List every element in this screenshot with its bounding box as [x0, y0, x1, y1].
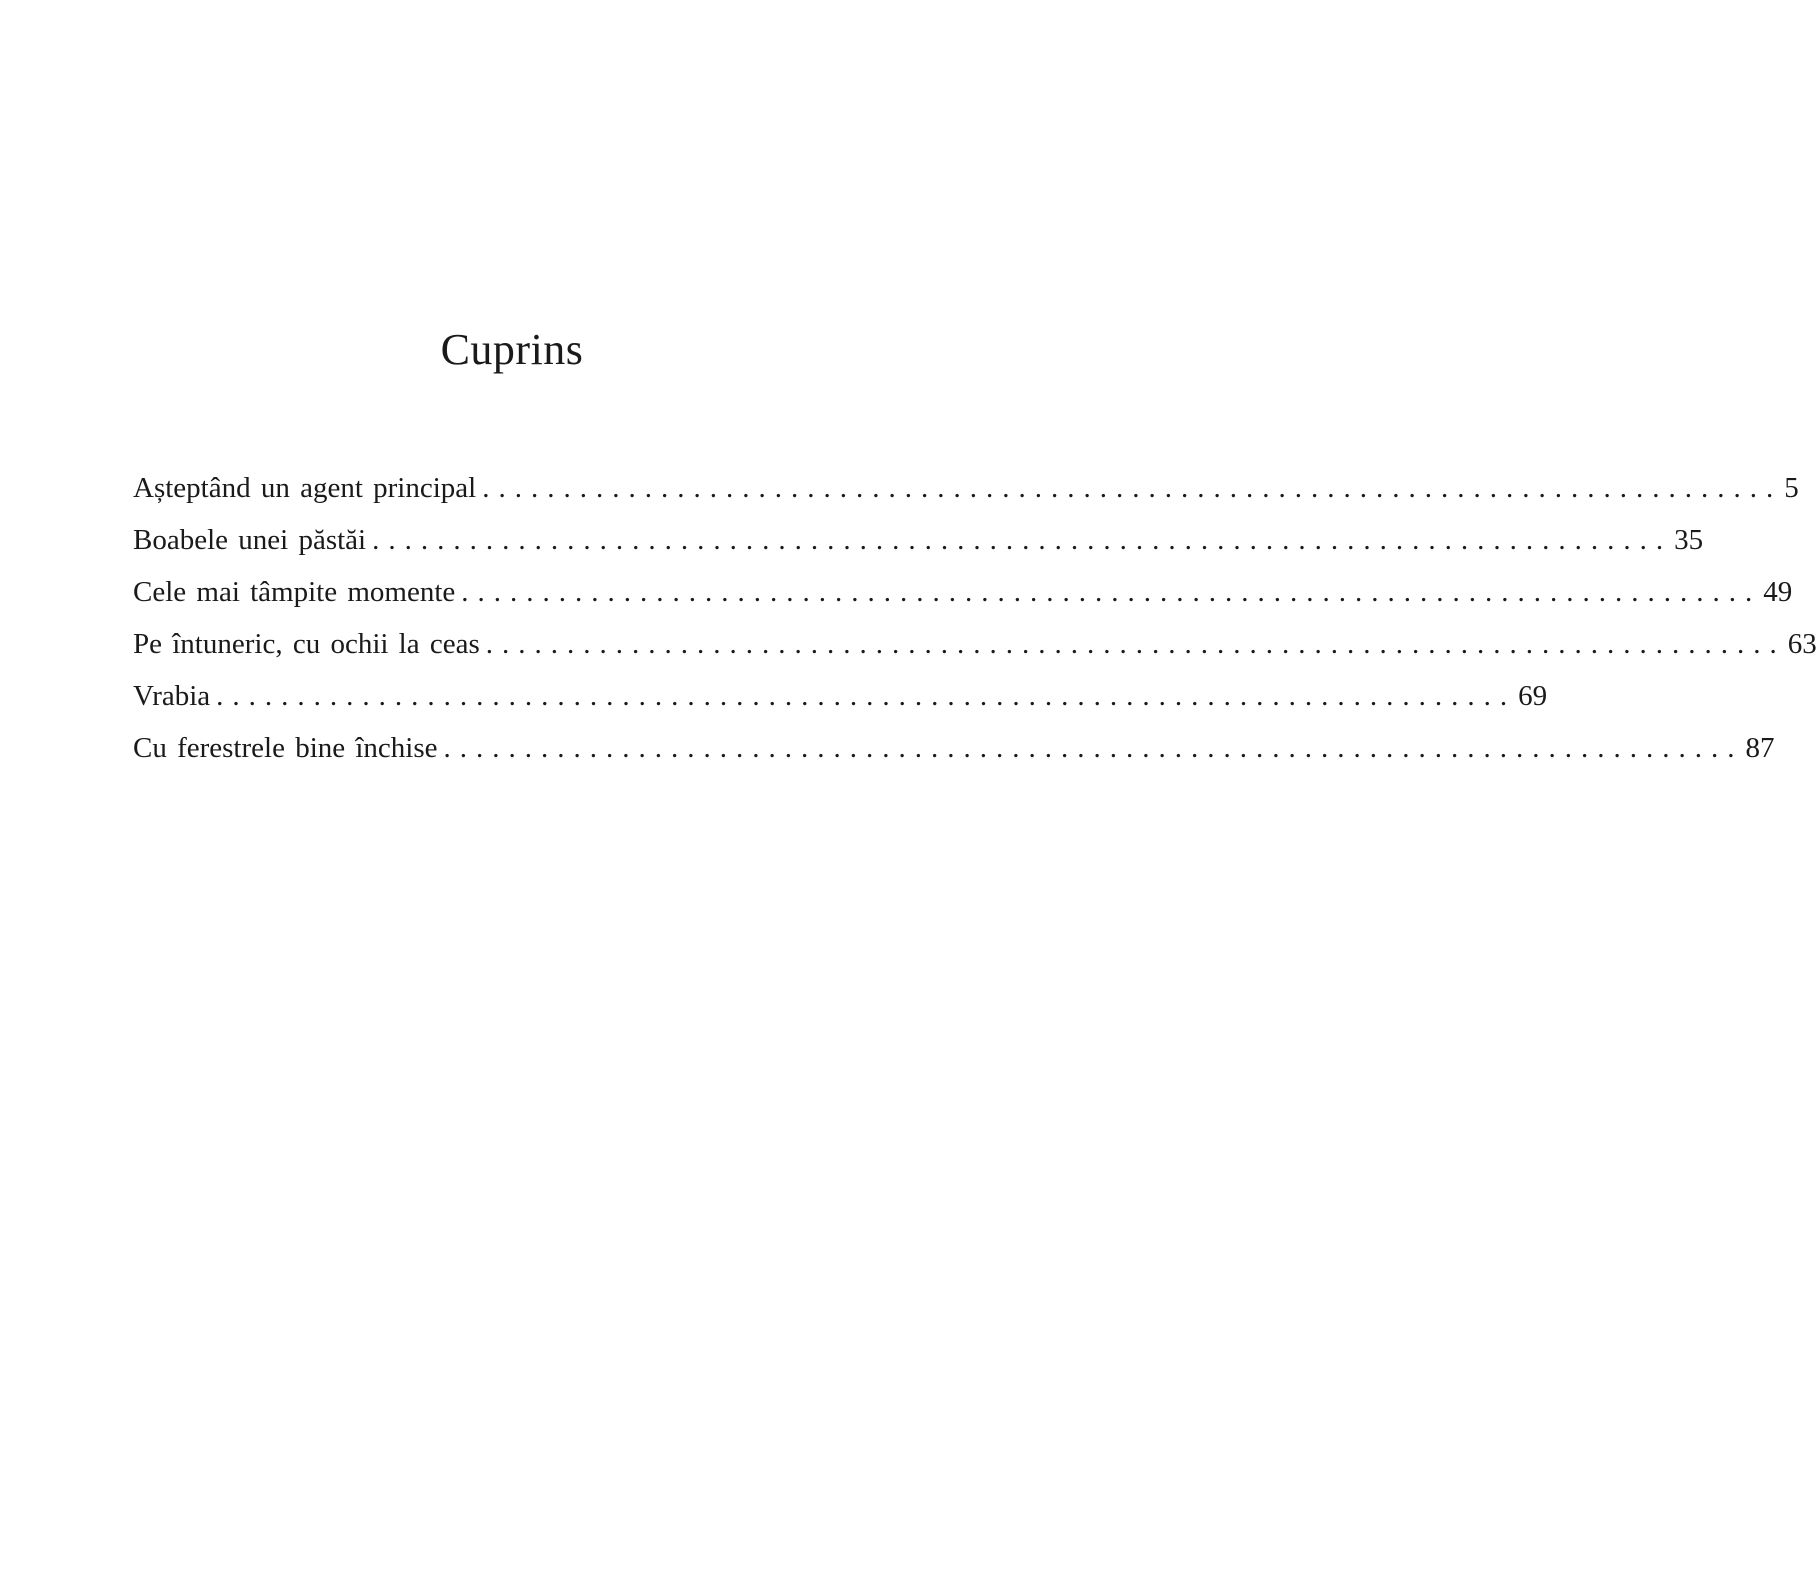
toc-entry-page: 87 — [1745, 732, 1775, 764]
toc-entry — [133, 462, 1799, 514]
toc-entry-label: Cu ferestrele bine închise — [133, 732, 438, 764]
dot-leader: ................................................................................ — [485, 628, 1786, 660]
toc-entry-label: Boabele unei păstăi — [133, 524, 367, 556]
dot-leader: ................................................................................ — [216, 680, 1517, 712]
dot-leader: ................................................................................ — [461, 576, 1762, 608]
dot-leader: ................................................................................ — [482, 472, 1783, 504]
toc-entry-page: 5 — [1784, 472, 1799, 504]
toc-entry — [133, 722, 1775, 774]
toc-entry-page: 49 — [1763, 576, 1793, 608]
dot-leader: ................................................................................ — [372, 524, 1673, 556]
toc-entry-label: Vrabia — [133, 680, 211, 712]
toc-entry-page: 35 — [1674, 524, 1704, 556]
table-of-contents — [133, 462, 1817, 774]
toc-entry-page: 69 — [1518, 680, 1548, 712]
toc-entry-label: Cele mai tâmpite momente — [133, 576, 456, 608]
dot-leader: ................................................................................ — [443, 732, 1744, 764]
toc-entry-page: 63 — [1787, 628, 1817, 660]
toc-entry-label: Așteptând un agent principal — [133, 472, 477, 504]
page-title: Cuprins — [440, 325, 584, 374]
toc-entry — [133, 670, 1548, 722]
toc-entry-label: Pe întuneric, cu ochii la ceas — [133, 628, 480, 660]
toc-entry — [133, 514, 1704, 566]
toc-entry — [133, 566, 1793, 618]
toc-entry — [133, 618, 1817, 670]
